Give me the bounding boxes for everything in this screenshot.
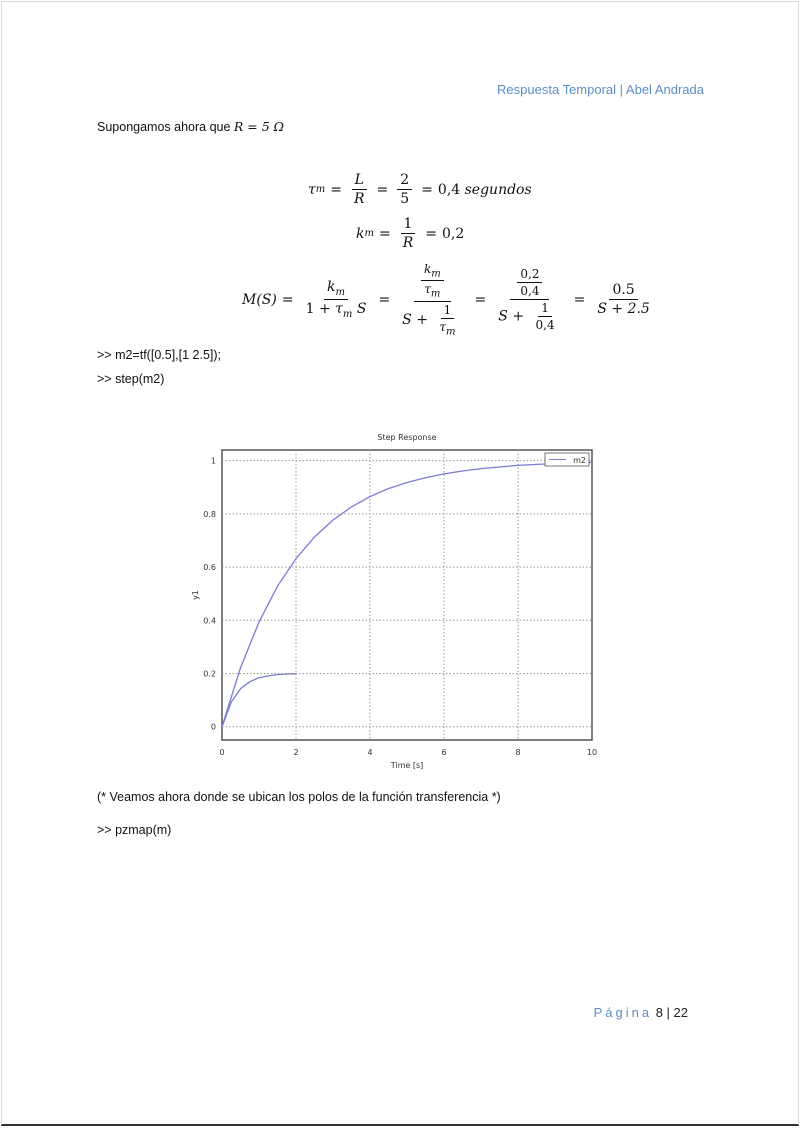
sub: m	[430, 288, 441, 300]
x-tick-label: 8	[515, 748, 521, 757]
fraction	[351, 172, 368, 207]
x-tick-label: 10	[586, 748, 598, 757]
one: 1	[441, 303, 455, 319]
plus: +	[416, 311, 428, 328]
page-header: Respuesta Temporal | Abel Andrada	[497, 82, 704, 97]
den: R	[353, 191, 365, 207]
k: k	[327, 279, 336, 296]
x-axis-label: Time [s]	[390, 761, 424, 770]
intro-math: R = 5 Ω	[233, 119, 285, 134]
fraction	[594, 282, 653, 317]
x-tick-label: 0	[219, 748, 225, 757]
num: 0.5	[609, 282, 637, 300]
plus: +	[318, 301, 331, 318]
k-symbol: k	[356, 225, 365, 242]
tau: τ	[424, 282, 431, 297]
command-step: >> step(m2)	[97, 372, 165, 386]
num: L	[352, 172, 367, 190]
plot-area	[222, 450, 592, 740]
legend-label: m2	[573, 456, 586, 465]
chart-title: Step Response	[377, 433, 437, 442]
k: k	[423, 262, 432, 276]
y-tick-label: 0	[210, 722, 216, 732]
S: S	[498, 308, 508, 325]
x-tick-label: 4	[367, 748, 373, 757]
equation-km: k m = $\frac{1}{R}$ = 0,2	[356, 216, 465, 251]
step-response-chart	[180, 425, 610, 775]
equation-tau: τ m = $\frac{L}{R}$ = $\frac{2}{5}$ = 0,4 segundos	[308, 172, 532, 207]
comment-text: (* Veamos ahora donde se ubican los polos de la función transferencia *)	[97, 790, 501, 804]
page-footer: Página 8 | 22	[593, 1005, 688, 1020]
sub: m	[431, 268, 441, 280]
x-tick-label: 6	[441, 748, 447, 757]
v04: 0,4	[520, 284, 540, 299]
fraction	[303, 279, 370, 320]
intro-paragraph	[97, 119, 284, 134]
tau: τ	[439, 319, 447, 334]
x-tick-label: 2	[293, 748, 299, 757]
sub: m	[342, 308, 353, 320]
M-symbol: M(S)	[242, 291, 277, 308]
y-tick-label: 0.6	[203, 563, 216, 573]
S: S	[356, 301, 367, 318]
tau: τ	[335, 301, 343, 318]
intro-text: Supongamos ahora que	[97, 120, 231, 134]
y-axis-label: y1	[191, 590, 200, 600]
den: S + 2.5	[597, 301, 650, 318]
v02: 0,2	[517, 267, 542, 283]
fraction	[399, 262, 465, 337]
num: 2	[397, 172, 412, 190]
y-tick-label: 0.4	[203, 616, 216, 626]
command-tf: >> m2=tf([0.5],[1 2.5]);	[97, 348, 222, 362]
unit: segundos	[464, 181, 532, 198]
command-pzmap: >> pzmap(m)	[97, 823, 172, 837]
page-total: 22	[673, 1005, 688, 1020]
fraction	[400, 216, 417, 251]
v04: 0,4	[535, 318, 555, 333]
sub: m	[315, 184, 326, 195]
sub: m	[364, 228, 374, 239]
one: 1	[538, 301, 552, 317]
S: S	[402, 311, 412, 328]
y-tick-label: 0.8	[203, 509, 216, 519]
y-tick-label: 1	[210, 456, 216, 466]
tau-symbol: τ	[308, 181, 316, 198]
sub: m	[446, 326, 456, 338]
equation-transfer: M(S) = $\frac{k_m}{1 + \tau_m S}$ = $\frac{k_m}{\tau_m}$ S + $\frac{1}{\tau_m}$ = $\frac{0,2}{0,4}$ S + $\frac{1}{0,4}$ = $\frac{0.5}{S + 2.5}$	[242, 262, 657, 337]
den: R	[402, 235, 414, 251]
page-label: Página	[593, 1005, 653, 1020]
page-number: 8	[655, 1005, 663, 1020]
plus: +	[512, 308, 525, 325]
sub: m	[335, 287, 345, 299]
num: 1	[401, 216, 416, 234]
result: 0,4	[437, 181, 461, 198]
fraction	[495, 267, 564, 332]
fraction	[397, 172, 412, 207]
den: 5	[400, 191, 410, 207]
result: 0,2	[441, 225, 465, 242]
y-tick-label: 0.2	[203, 669, 216, 679]
one: 1	[305, 301, 315, 318]
